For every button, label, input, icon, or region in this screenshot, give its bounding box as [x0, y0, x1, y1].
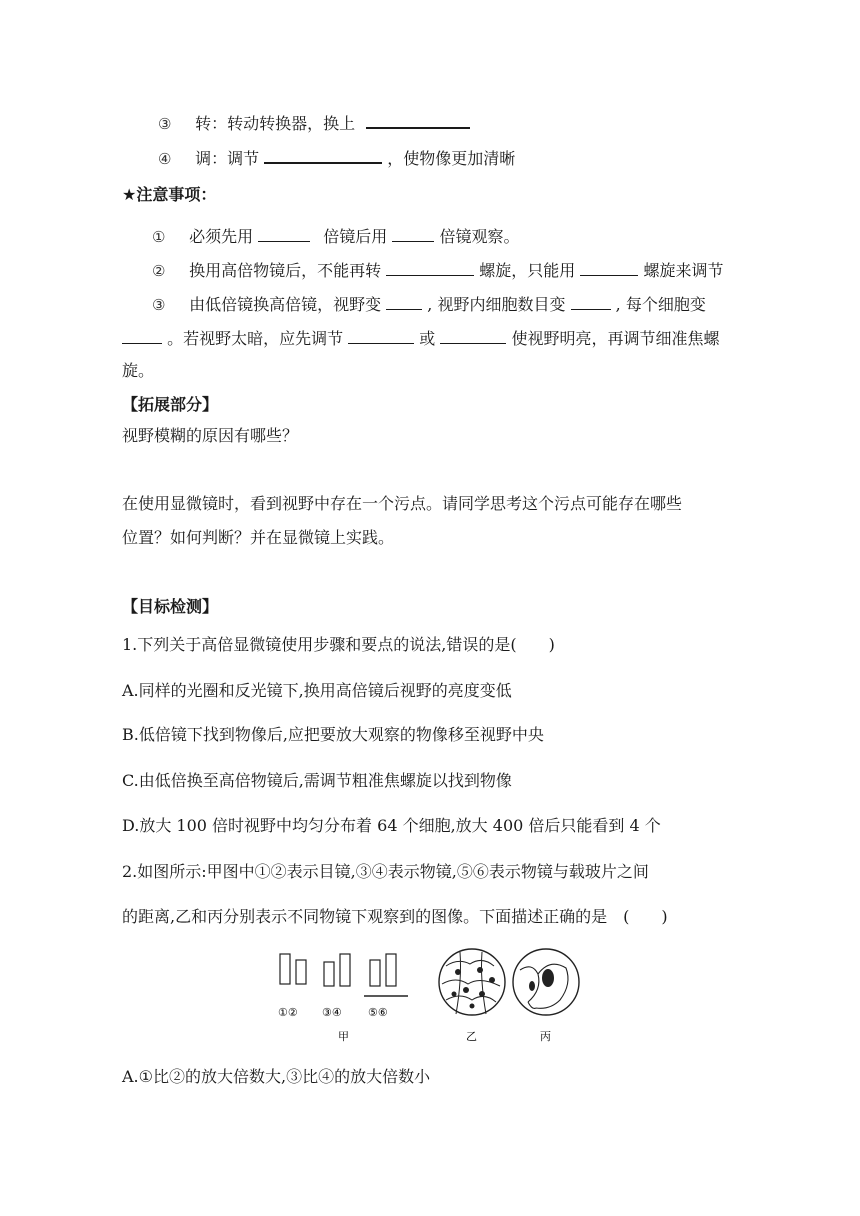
fill-blank[interactable]: [580, 258, 638, 276]
fill-blank[interactable]: [440, 326, 506, 344]
extension-q2-line1: 在使用显微镜时，看到视野中存在一个污点。请同学思考这个污点可能存在哪些: [122, 494, 683, 513]
note-text: 或: [419, 329, 436, 348]
step-text: 转：转动转换器，换上: [195, 114, 356, 133]
test-q2-option-a[interactable]: A.①比②的放大倍数大,③比④的放大倍数小: [122, 1067, 431, 1086]
note-text: 螺旋，只能用: [479, 261, 576, 280]
view-bing-nuclei: [529, 969, 554, 991]
fill-blank[interactable]: [571, 292, 611, 310]
step-4: [158, 145, 515, 170]
note-item-1: [152, 224, 520, 248]
step-text: 调：调节: [195, 149, 260, 168]
note-text: 倍镜观察。: [439, 227, 520, 246]
step-3: [158, 110, 470, 135]
note-line-5: 旋。: [122, 361, 155, 380]
step-text: ，使物像更加清晰: [387, 149, 516, 168]
figure-drawing: [270, 940, 590, 1050]
test-q1: 1.下列关于高倍显微镜使用步骤和要点的说法,错误的是( ): [122, 635, 555, 654]
note-number: ①: [152, 228, 166, 246]
note-text: , 视野内细胞数目变: [427, 295, 566, 314]
fill-blank[interactable]: [258, 224, 310, 242]
note-item-2: [152, 258, 724, 282]
test-q1-option-b[interactable]: B.低倍镜下找到物像后,应把要放大观察的物像移至视野中央: [122, 725, 544, 744]
notes-heading: ★注意事项：: [122, 185, 217, 204]
fill-blank[interactable]: [122, 326, 162, 344]
label-yi: 乙: [466, 1030, 477, 1043]
fill-blank[interactable]: [348, 326, 414, 344]
note-number: ③: [152, 296, 166, 314]
note-text: 使视野明亮，再调节细准焦螺: [511, 329, 720, 348]
note-text: 由低倍镜换高倍镜，视野变: [189, 295, 382, 314]
note-text: 螺旋来调节: [643, 261, 724, 280]
test-q1-option-c[interactable]: C.由低倍换至高倍物镜后,需调节粗准焦螺旋以找到物像: [122, 771, 512, 790]
note-text: 。若视野太暗，应先调节: [167, 329, 344, 348]
fill-blank[interactable]: [366, 110, 470, 129]
step-number: ④: [158, 150, 172, 168]
test-q1-option-a[interactable]: A.同样的光圈和反光镜下,换用高倍镜后视野的亮度变低: [122, 681, 512, 700]
fill-blank[interactable]: [386, 292, 422, 310]
note-text: 换用高倍物镜后，不能再转: [189, 261, 382, 280]
fill-blank[interactable]: [386, 258, 474, 276]
test-heading: 【目标检测】: [122, 597, 219, 616]
note-text: , 每个细胞变: [615, 295, 706, 314]
note-text: 倍镜后用: [323, 227, 388, 246]
fill-blank[interactable]: [264, 145, 382, 164]
eyepieces: [280, 954, 408, 996]
note-number: ②: [152, 262, 166, 280]
label-bing: 丙: [540, 1030, 551, 1043]
label-34: ③④: [322, 1006, 342, 1019]
test-q1-option-d[interactable]: D.放大 100 倍时视野中均匀分布着 64 个细胞,放大 400 倍后只能看到 4 个: [122, 816, 661, 835]
extension-heading: 【拓展部分】: [122, 395, 219, 414]
microscope-figure: [270, 940, 590, 1050]
test-q2-line1: 2.如图所示:甲图中①②表示目镜,③④表示物镜,⑤⑥表示物镜与载玻片之间: [122, 862, 649, 881]
step-number: ③: [158, 115, 172, 133]
fill-blank[interactable]: [392, 224, 434, 242]
note-text: 必须先用: [189, 227, 254, 246]
note-line-4: [122, 326, 720, 350]
label-12: ①②: [278, 1006, 298, 1019]
label-jia: 甲: [338, 1030, 349, 1043]
test-q2-line2: 的距离,乙和丙分别表示不同物镜下观察到的图像。下面描述正确的是 ( ): [122, 907, 668, 926]
label-56: ⑤⑥: [368, 1006, 388, 1019]
extension-q2-line2: 位置？如何判断？并在显微镜上实践。: [122, 528, 395, 547]
extension-q1: 视野模糊的原因有哪些？: [122, 426, 299, 445]
note-item-3: [152, 292, 706, 316]
